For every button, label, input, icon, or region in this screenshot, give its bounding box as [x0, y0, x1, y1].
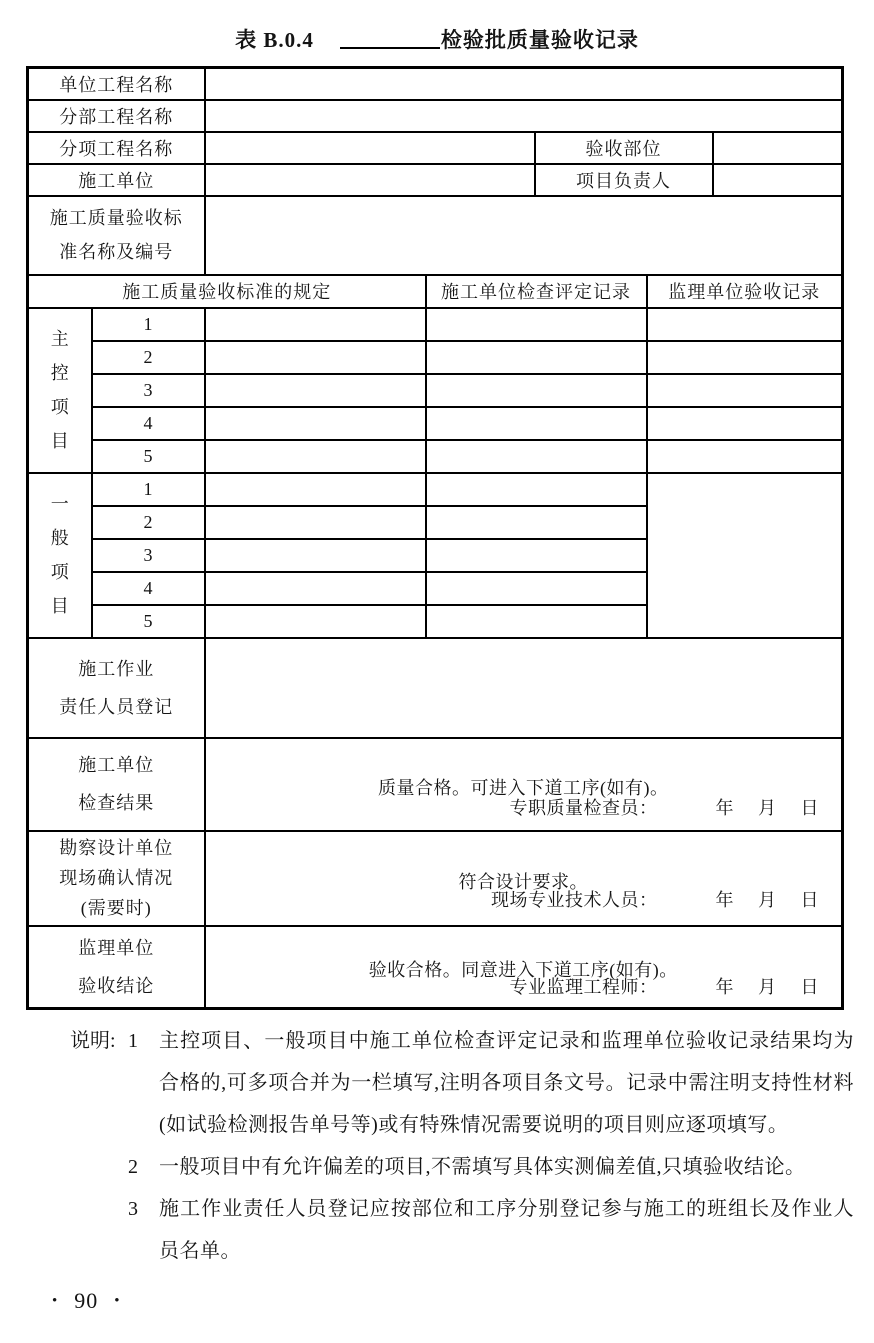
signature-line — [206, 973, 842, 999]
bullet-icon: • — [114, 1292, 121, 1309]
signer-title: 现场专业技术人员： — [491, 889, 658, 910]
section-label-dominant-items: 主控项目 — [28, 308, 92, 473]
contractor-record-cell — [426, 605, 647, 638]
provision-cell — [205, 506, 426, 539]
note-number: 2 — [128, 1156, 139, 1178]
contractor-check-header: 施工单位检查评定记录 — [426, 275, 647, 308]
supervisor-record-merged-cell — [647, 473, 843, 638]
contractor-check-result-cell — [205, 738, 843, 831]
note-text: 一般项目中有允许偏差的项目,不需填写具体实测偏差值,只填验收结论。 — [159, 1156, 806, 1178]
contractor-record-cell — [426, 572, 647, 605]
note-number: 3 — [128, 1198, 139, 1220]
title-blank-underline — [340, 31, 440, 49]
construction-unit-label: 施工单位 — [28, 164, 205, 196]
provision-cell — [205, 605, 426, 638]
survey-design-confirmation-text: 符合设计要求。 — [458, 871, 588, 892]
table-row — [28, 738, 843, 831]
item-number: 1 — [92, 308, 205, 341]
table-row — [28, 440, 843, 473]
survey-design-confirmation-label: 勘察设计单位 现场确认情况 (需要时) — [28, 831, 205, 926]
table-row — [28, 308, 843, 341]
table-row — [28, 926, 843, 1009]
supervisor-record-cell — [647, 407, 843, 440]
table-row — [28, 341, 843, 374]
provision-cell — [205, 572, 426, 605]
page-title — [0, 24, 874, 54]
month-label: 月 — [758, 889, 777, 910]
item-number: 5 — [92, 605, 205, 638]
page-number-value: 90 — [74, 1288, 99, 1313]
contractor-record-cell — [426, 440, 647, 473]
division-project-label: 分部工程名称 — [28, 100, 205, 132]
acceptance-record-table — [26, 66, 844, 1010]
acceptance-part-value-cell — [713, 132, 843, 164]
sub-project-label: 分项工程名称 — [28, 132, 205, 164]
note-text: 主控项目、一般项目中施工单位检查评定记录和监理单位验收记录结果均为合格的,可多项合并为一栏填写,注明各项目条文号。记录中需注明支持性材料(如试验检测报告单号等)或有特殊情况需要说明的项目则应逐项填写。 — [159, 1030, 854, 1136]
supervisor-record-cell — [647, 341, 843, 374]
standard-name-label-line2: 准名称及编号 — [59, 242, 174, 262]
title-main: 检验批质量验收记录 — [440, 28, 639, 52]
personnel-registration-label: 施工作业 责任人员登记 — [28, 638, 205, 738]
notes-section — [70, 1020, 854, 1272]
contractor-record-cell — [426, 539, 647, 572]
provisions-header: 施工质量验收标准的规定 — [28, 275, 426, 308]
year-label: 年 — [715, 889, 734, 910]
table-row — [28, 100, 843, 132]
table-row — [28, 164, 843, 196]
personnel-registration-value-cell — [205, 638, 843, 738]
page-number — [52, 1288, 121, 1314]
contractor-record-cell — [426, 374, 647, 407]
signer-title: 专业监理工程师： — [509, 977, 658, 997]
supervisor-acceptance-header: 监理单位验收记录 — [647, 275, 843, 308]
supervisor-record-cell — [647, 308, 843, 341]
table-row — [28, 68, 843, 100]
provision-cell — [205, 341, 426, 374]
table-row — [28, 196, 843, 275]
table-row — [28, 638, 843, 738]
item-number: 1 — [92, 473, 205, 506]
provision-cell — [205, 308, 426, 341]
item-number: 4 — [92, 407, 205, 440]
standard-name-label — [28, 196, 205, 275]
provision-cell — [205, 539, 426, 572]
supervisor-record-cell — [647, 440, 843, 473]
provision-cell — [205, 473, 426, 506]
date-blanks — [716, 794, 820, 820]
survey-design-confirmation-cell — [205, 831, 843, 926]
year-label: 年 — [715, 797, 734, 818]
signature-line — [206, 886, 842, 912]
supervisor-conclusion-label: 监理单位 验收结论 — [28, 926, 205, 1009]
note-text: 施工作业责任人员登记应按部位和工序分别登记参与施工的班组长及作业人员名单。 — [159, 1198, 854, 1262]
supervisor-record-cell — [647, 374, 843, 407]
contractor-check-result-label: 施工单位 检查结果 — [28, 738, 205, 831]
year-label: 年 — [715, 977, 734, 997]
item-number: 2 — [92, 341, 205, 374]
supervisor-conclusion-text: 验收合格。同意进入下道工序(如有)。 — [368, 960, 678, 981]
contractor-record-cell — [426, 407, 647, 440]
item-number: 2 — [92, 506, 205, 539]
provision-cell — [205, 374, 426, 407]
contractor-record-cell — [426, 308, 647, 341]
item-number: 3 — [92, 539, 205, 572]
provision-cell — [205, 407, 426, 440]
division-project-value-cell — [205, 100, 843, 132]
item-number: 5 — [92, 440, 205, 473]
standard-name-value-cell — [205, 196, 843, 275]
provision-cell — [205, 440, 426, 473]
title-prefix: 表 B.0.4 — [235, 28, 314, 52]
note-item-3 — [70, 1188, 854, 1272]
table-row — [28, 374, 843, 407]
table-header-row — [28, 275, 843, 308]
signature-line — [206, 794, 842, 820]
table-row — [28, 132, 843, 164]
unit-project-value-cell — [205, 68, 843, 100]
contractor-record-cell — [426, 341, 647, 374]
section-label-general-items: 一般项目 — [28, 473, 92, 638]
construction-unit-value-cell — [205, 164, 535, 196]
table-row — [28, 473, 843, 506]
supervisor-conclusion-cell — [205, 926, 843, 1009]
contractor-record-cell — [426, 473, 647, 506]
item-number: 3 — [92, 374, 205, 407]
project-leader-label: 项目负责人 — [535, 164, 713, 196]
sub-project-value-cell — [205, 132, 535, 164]
day-label: 日 — [800, 977, 819, 997]
date-blanks — [716, 973, 820, 999]
item-number: 4 — [92, 572, 205, 605]
project-leader-value-cell — [713, 164, 843, 196]
month-label: 月 — [758, 797, 777, 818]
acceptance-part-label: 验收部位 — [535, 132, 713, 164]
contractor-check-result-text: 质量合格。可进入下道工序(如有)。 — [378, 777, 669, 798]
unit-project-label: 单位工程名称 — [28, 68, 205, 100]
signer-title: 专职质量检查员： — [509, 797, 658, 818]
month-label: 月 — [758, 977, 777, 997]
day-label: 日 — [800, 889, 819, 910]
bullet-icon: • — [52, 1292, 59, 1309]
note-number: 1 — [128, 1030, 139, 1052]
table-row — [28, 831, 843, 926]
day-label: 日 — [800, 797, 819, 818]
notes-label: 说明: — [70, 1030, 116, 1052]
date-blanks — [716, 886, 820, 912]
table-row — [28, 407, 843, 440]
note-item-1 — [70, 1020, 854, 1146]
standard-name-label-line1: 施工质量验收标 — [49, 208, 183, 228]
contractor-record-cell — [426, 506, 647, 539]
note-item-2 — [70, 1146, 854, 1188]
